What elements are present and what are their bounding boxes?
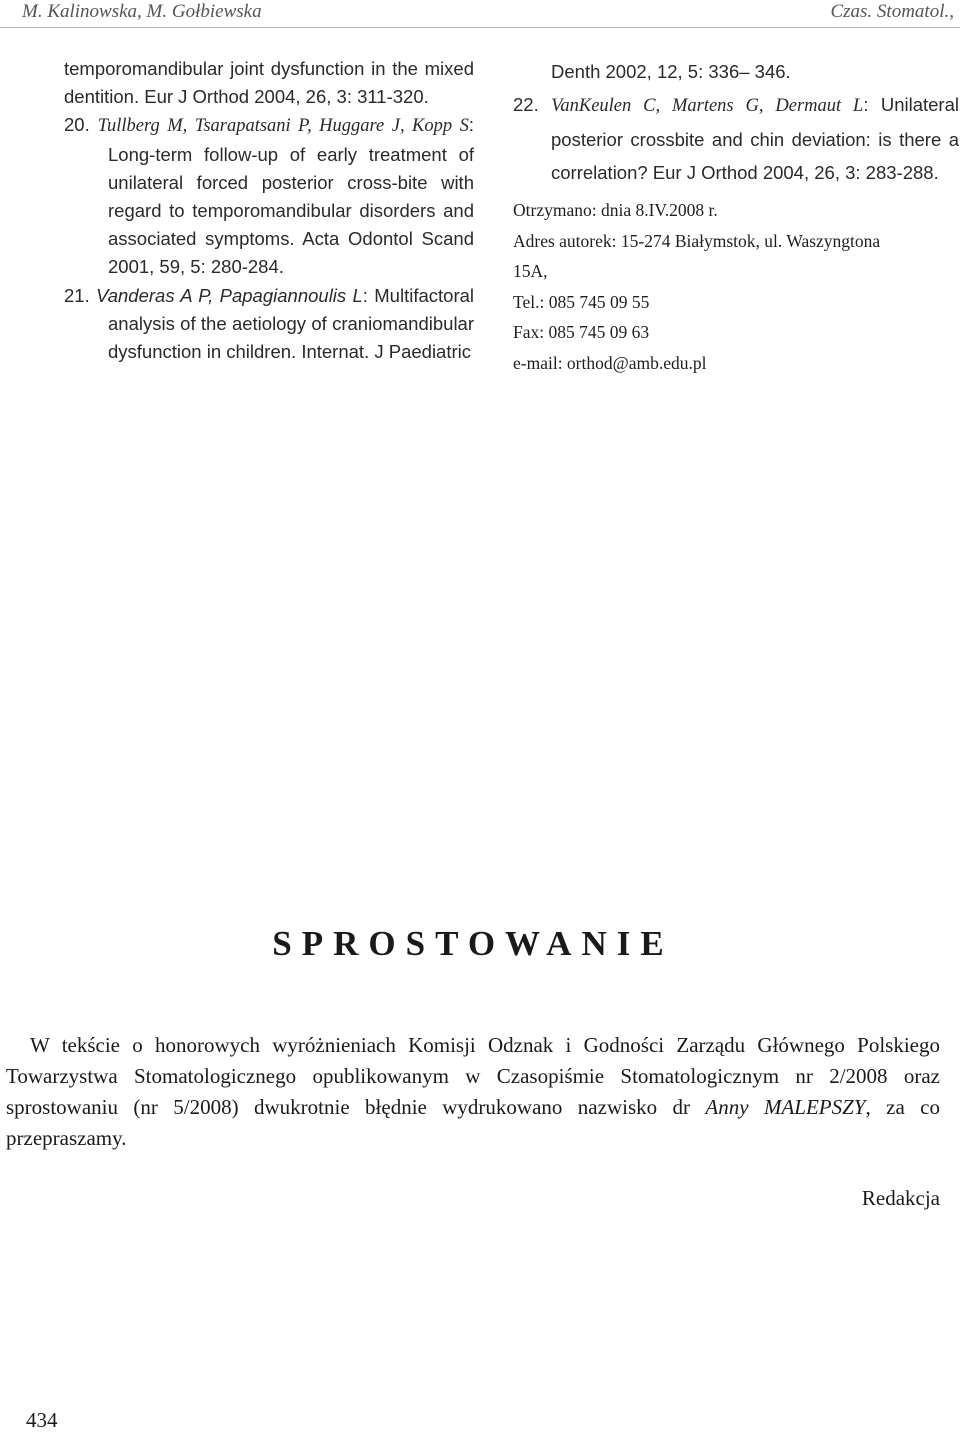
reference-21 xyxy=(64,282,474,367)
reference-20 xyxy=(64,111,474,281)
reference-number: 20. xyxy=(64,114,90,136)
reference-authors: Vanderas A P, Papagiannoulis L xyxy=(96,284,363,306)
phone-number: Tel.: 085 745 09 55 xyxy=(513,291,650,312)
address-line: Adres autorek: 15-274 Białymstok, ul. Waszyngtona xyxy=(513,230,881,251)
notice-signature: Redakcja xyxy=(861,1186,940,1210)
reference-authors: Tullberg M, Tsarapatsani P, Huggare J, Kopp S xyxy=(97,116,469,137)
reference-21-continuation: Denth 2002, 12, 5: 336– 346. xyxy=(551,61,791,82)
running-head-journal: Czas. Stomatol., xyxy=(830,1,954,22)
reference-22 xyxy=(513,88,959,189)
fax-number: Fax: 085 745 09 63 xyxy=(513,322,650,342)
notice-title: SPROSTOWANIE xyxy=(272,924,674,963)
page-number: 434 xyxy=(26,1408,58,1432)
reference-19-continuation: temporomandibular joint dysfunction in the mixed dentition. Eur J Orthod 2004, 26, 3: 311-320. xyxy=(64,58,474,108)
running-head xyxy=(0,0,960,28)
reference-text: : Long-term follow-up of early treatment of unilateral forced posterior cross-bite with regard to temporomandibular disorders and associated symptoms. Acta Odontol Scand 2001, 59, 5: 280-284. xyxy=(108,114,475,278)
right-column xyxy=(513,55,959,378)
notice-text-end: , za co przepraszamy. xyxy=(6,1095,940,1150)
received-date: Otrzymano: dnia 8.IV.2008 r. xyxy=(513,200,718,220)
address-line: 15A, xyxy=(513,261,548,281)
reference-text: : Unilateral posterior crossbite and chin deviation: is there a correlation? Eur J Orthod 2004, 26, 3: 283-288. xyxy=(551,94,959,183)
notice-name: Anny MALEPSZY xyxy=(705,1095,866,1119)
notice-body xyxy=(6,1030,940,1154)
reference-number: 22. xyxy=(513,94,539,115)
running-head-authors: M. Kalinowska, M. Gołbiewska xyxy=(22,1,262,22)
author-address-block xyxy=(513,195,959,378)
reference-authors: VanKeulen C, Martens G, Dermaut L xyxy=(551,96,864,116)
notice-paragraph xyxy=(6,1030,940,1154)
reference-number: 21. xyxy=(64,284,90,306)
left-column xyxy=(64,55,474,366)
notice-text: W tekście o honorowych wyróżnieniach Komisji Odznak i Godności Zarządu Głównego Polskiego Towarzystwa Stomatologicznego opublikowanym w Czasopiśmie Stomatologicznym nr 2/2008 oraz sprostowaniu (nr 5/2008) dwukrotnie błędnie wydrukowano nazwisko dr xyxy=(6,1033,940,1119)
email-address: e-mail: orthod@amb.edu.pl xyxy=(513,352,707,373)
reference-text: : Multifactoral analysis of the aetiology of craniomandibular dysfunction in children. Internat. J Paediatric xyxy=(108,284,475,363)
